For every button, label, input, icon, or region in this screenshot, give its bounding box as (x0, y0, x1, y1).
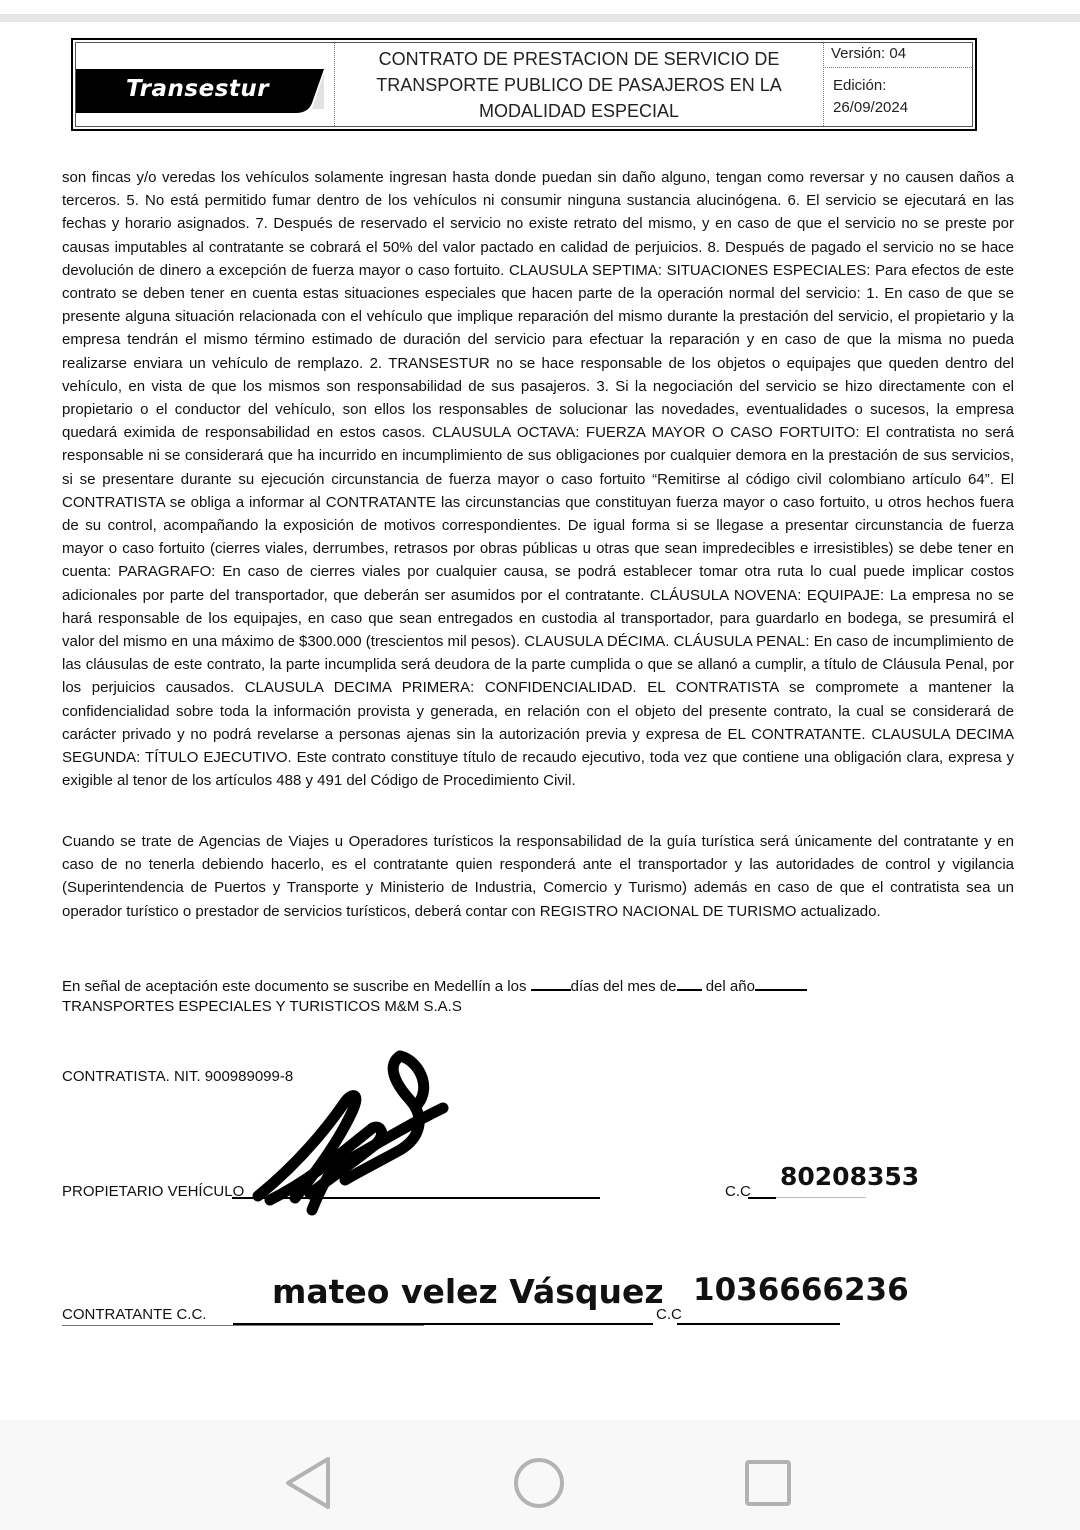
logo-cell (76, 43, 335, 126)
client-label-underline (62, 1325, 424, 1326)
client-cc-label: C.C (656, 1306, 682, 1323)
document-title (335, 43, 824, 126)
client-signature-line[interactable] (233, 1323, 653, 1325)
acceptance-line (62, 975, 807, 995)
acceptance-days: días del mes de (570, 978, 677, 995)
home-icon[interactable] (509, 1453, 569, 1513)
client-label: CONTRATANTE C.C. (62, 1306, 207, 1323)
owner-cc-line-light (776, 1197, 866, 1198)
back-icon[interactable] (278, 1453, 338, 1513)
client-cc-line[interactable] (677, 1323, 840, 1325)
document-meta (825, 43, 972, 126)
document-header (71, 38, 977, 131)
owner-signature (250, 1050, 460, 1220)
logo-text: Transestur (126, 76, 270, 102)
client-cc-value: 1036666236 (693, 1272, 909, 1308)
title-line: MODALIDAD ESPECIAL (478, 101, 680, 121)
owner-label: PROPIETARIO VEHÍCULO (62, 1183, 245, 1200)
edition-date: 26/09/2024 (833, 99, 909, 116)
year-blank[interactable] (755, 975, 807, 991)
contractor-label: CONTRATISTA. NIT. 900989099-8 (62, 1068, 294, 1085)
status-bar-divider (0, 14, 1080, 22)
tourism-agencies-paragraph: Cuando se trate de Agencias de Viajes u Operadores turísticos la responsabilidad de la guía turística será únicamente del contratante y en caso de no tenerla debiendo hacerlo, es el contratante quien responderá ante el transportador y las autoridades de control y vigilancia (Superintendencia de Puertos y Transporte y Ministerio de Industria, Comercio y Turismo) además en caso de que el contratista sea un operador turístico o prestador de servicios turísticos, deberá contar con REGISTRO NACIONAL DE TURISMO actualizado. (62, 833, 1014, 920)
company-name: TRANSPORTES ESPECIALES Y TURISTICOS M&M S.A.S (62, 998, 462, 1015)
edition-label: Edición: (833, 77, 887, 94)
day-blank[interactable] (531, 975, 571, 991)
version-label: Versión: 04 (831, 45, 907, 62)
owner-cc-label: C.C (725, 1183, 751, 1200)
recents-icon[interactable] (738, 1453, 798, 1513)
acceptance-year: del año (701, 978, 755, 995)
month-blank[interactable] (677, 975, 702, 991)
title-line: CONTRATO DE PRESTACION DE SERVICIO DE (378, 49, 780, 69)
acceptance-prefix: En señal de aceptación este documento se suscribe en Medellín a los (62, 978, 531, 995)
owner-cc-value: 80208353 (780, 1162, 920, 1191)
owner-cc-line (748, 1197, 776, 1199)
contract-clauses-paragraph: son fincas y/o veredas los vehículos solamente ingresan hasta donde puedan sin daño alguno, tengan como reversar y no causen daños a terceros. 5. No está permitido fumar dentro de los vehículos ni consumir ninguna sustancia alucinógena. 6. El servicio se ejecutará en las fechas y horario asignados. 7. Después de reservado el servicio no existe retrato del mismo, y en caso de que el servicio no se preste por causas imputables al contratante se cobrará el 50% del valor pactado en calidad de perjuicios. 8. Después de pagado el servicio no se hace devolución de dinero a excepción de fuerza mayor o caso fortuito. CLAUSULA SEPTIMA: SITUACIONES ESPECIALES: Para efectos de este contrato se deben tener en cuenta estas situaciones especiales que hacen parte de la operación normal del servicio: 1. En caso de que se presente alguna situación relacionada con el vehículo que implique reparación del mismo durante la prestación del servicio, el propietario y la empresa tendrán el mismo término estimado de duración del servicio para efectuar la reparación y en caso de que la misma no pueda realizarse enviara un vehículo de remplazo. 2. TRANSESTUR no se hace responsable de los objetos o equipajes que queden dentro del vehículo, en vista de que los mismos son responsabilidad de sus pasajeros. 3. Si la negociación del servicio se hizo directamente con el propietario o el conductor del vehículo, son ellos los responsables de solucionar las novedades, eventualidades o sucesos, la empresa quedará eximida de responsabilidad en estos casos. CLAUSULA OCTAVA: FUERZA MAYOR O CASO FORTUITO: El contratista no será responsable ni se considerará que ha incurrido en incumplimiento de sus obligaciones por cualquier demora en la prestación de sus servicios, si se presentare durante su ejecución circunstancia de fuerza mayor o caso fortuito “Remitirse al código civil colombiano artículo 64”. El CONTRATISTA se obliga a informar al CONTRATANTE las circunstancias que constituyan fuerza mayor o caso fortuito, u otros hechos fuera de su control, acompañando la exposición de motivos correspondientes. De igual forma si se llegase a presentar circunstancia de fuerza mayor o caso fortuito (cierres viales, derrumbes, retrasos por obras públicas u otras que sean impredecibles e irresistibles) se debe tener en cuenta: PARAGRAFO: En caso de cierres viales por cualquier causa, se podrá establecer tomar otra ruta lo cual puede implicar costos adicionales por parte del transportador, que deberán ser asumidos por el contratante. CLÁUSULA NOVENA: EQUIPAJE: La empresa no se hará responsable de los equipajes, en caso que sean entregados en custodia al transportador, para guardarlo en bodega, se presumirá el valor del mismo en una máximo de $300.000 (trescientos mil pesos). CLAUSULA DÉCIMA. CLÁUSULA PENAL: En caso de incumplimiento de las cláusulas de este contrato, la parte incumplida será deudora de la parte cumplida o que se allanó a cumplir, a título de Cláusula Penal, por los perjuicios causados. CLAUSULA DECIMA PRIMERA: CONFIDENCIALIDAD. EL CONTRATISTA se compromete a mantener la confidencialidad sobre toda la información provista y generada, en relación con el objeto del presente contrato, la cual se considerará de carácter privado y no podrá revelarse a personas ajenas sin la autorización previa y expresa de EL CONTRATANTE. CLAUSULA DECIMA SEGUNDA: TÍTULO EJECUTIVO. Este contrato constituye título de recaudo ejecutivo, toda vez que contiene una obligación clara, expresa y exigible al tenor de los artículos 488 y 491 del Código de Procedimiento Civil. (62, 169, 1014, 790)
client-name: mateo velez Vásquez (272, 1272, 664, 1311)
navigation-bar (0, 1420, 1080, 1530)
title-line: TRANSPORTE PUBLICO DE PASAJEROS EN LA (376, 75, 782, 95)
meta-divider (825, 67, 972, 68)
